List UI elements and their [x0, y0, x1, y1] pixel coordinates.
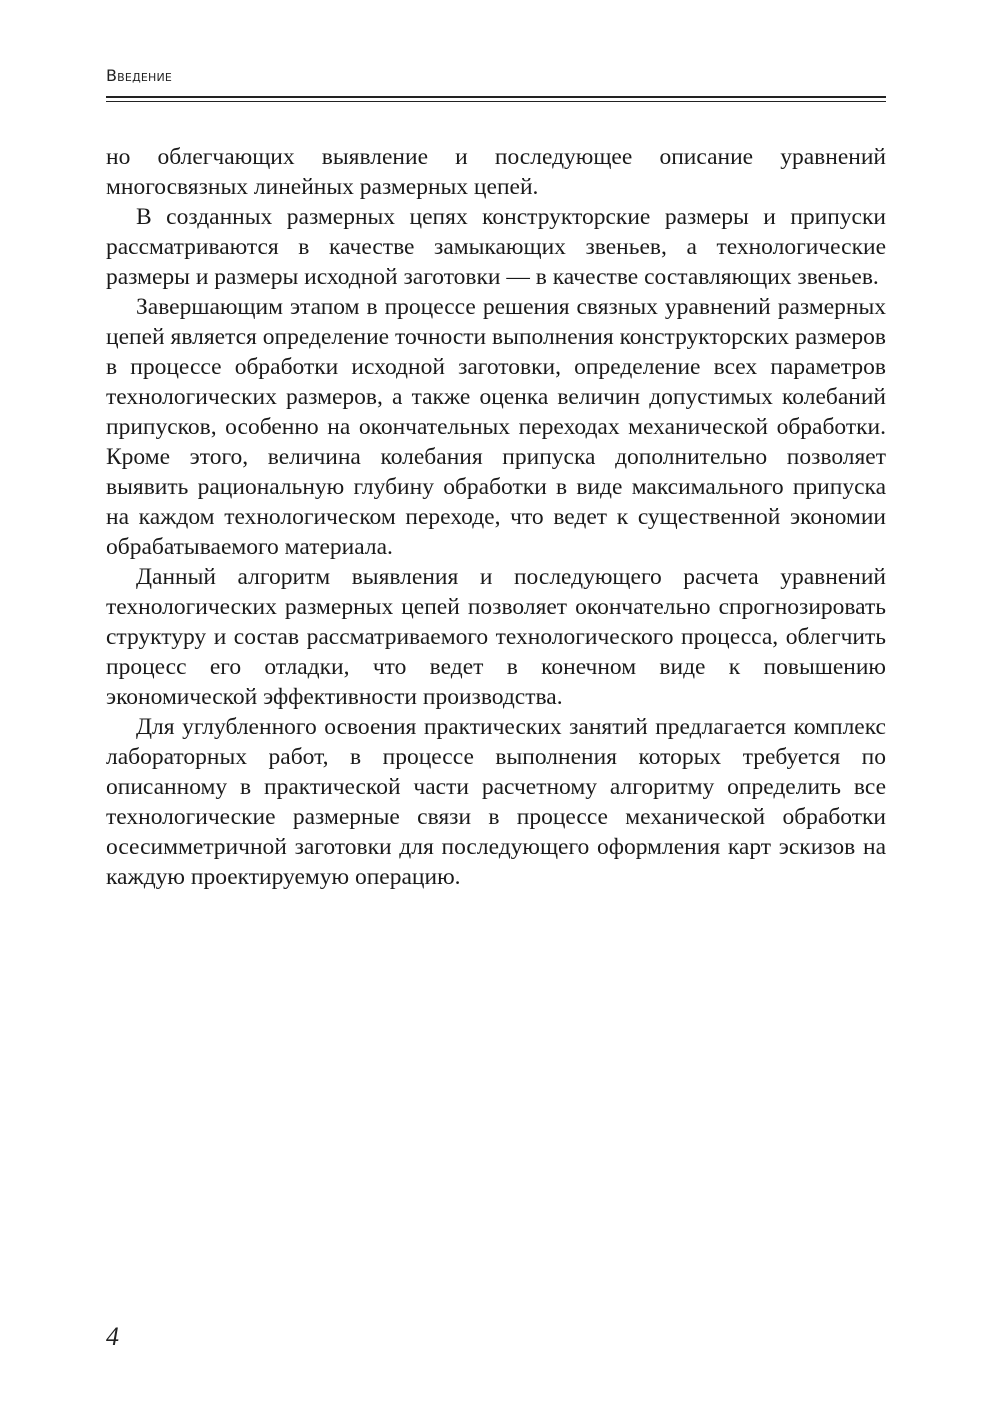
paragraph: Данный алгоритм выявления и последующего расчета уравнений технологических размерных цепей позволяет окончательно спрогнозировать структуру и состав рассматриваемого технологического процесса, облегчить процесс его отладки, что ведет в конечном виде к повышению экономической эффективности производства. — [106, 564, 886, 710]
paragraph: Завершающим этапом в процессе решения связных уравнений размерных цепей является определение точности выполнения конструкторских размеров в процессе обработки исходной заготовки, определение всех параметров технологических размеров, а также оценка величин допустимых колебаний припусков, особенно на окончательных переходах механической обработки. Кроме этого, величина колебания припуска дополнительно позволяет выявить рациональную глубину обработки в виде максимального припуска на каждом технологическом переходе, что ведет к существенной экономии обрабатываемого материала. — [106, 294, 886, 560]
page-number: 4 — [106, 1322, 119, 1351]
paragraph: В созданных размерных цепях конструкторские размеры и припуски рассматриваются в качестве замыкающих звеньев, а технологические размеры и размеры исходной заготовки — в качестве составляющих звеньев. — [106, 204, 886, 290]
paragraph: Для углубленного освоения практических занятий предлагается комплекс лабораторных работ, в процессе выполнения которых требуется по описанному в практической части расчетному алгоритму определить все технологические размерные связи в процессе механической обработки осесимметричной заготовки для последующего оформления карт эскизов на каждую проектируемую операцию. — [106, 714, 886, 890]
paragraph-continuation: но облегчающих выявление и последующее описание уравнений многосвязных линейных размерных цепей. — [106, 144, 886, 200]
running-header-title: Введение — [106, 66, 173, 85]
body-text — [106, 142, 886, 892]
header-rule-thick — [106, 96, 886, 98]
header-rule-thin — [106, 101, 886, 102]
